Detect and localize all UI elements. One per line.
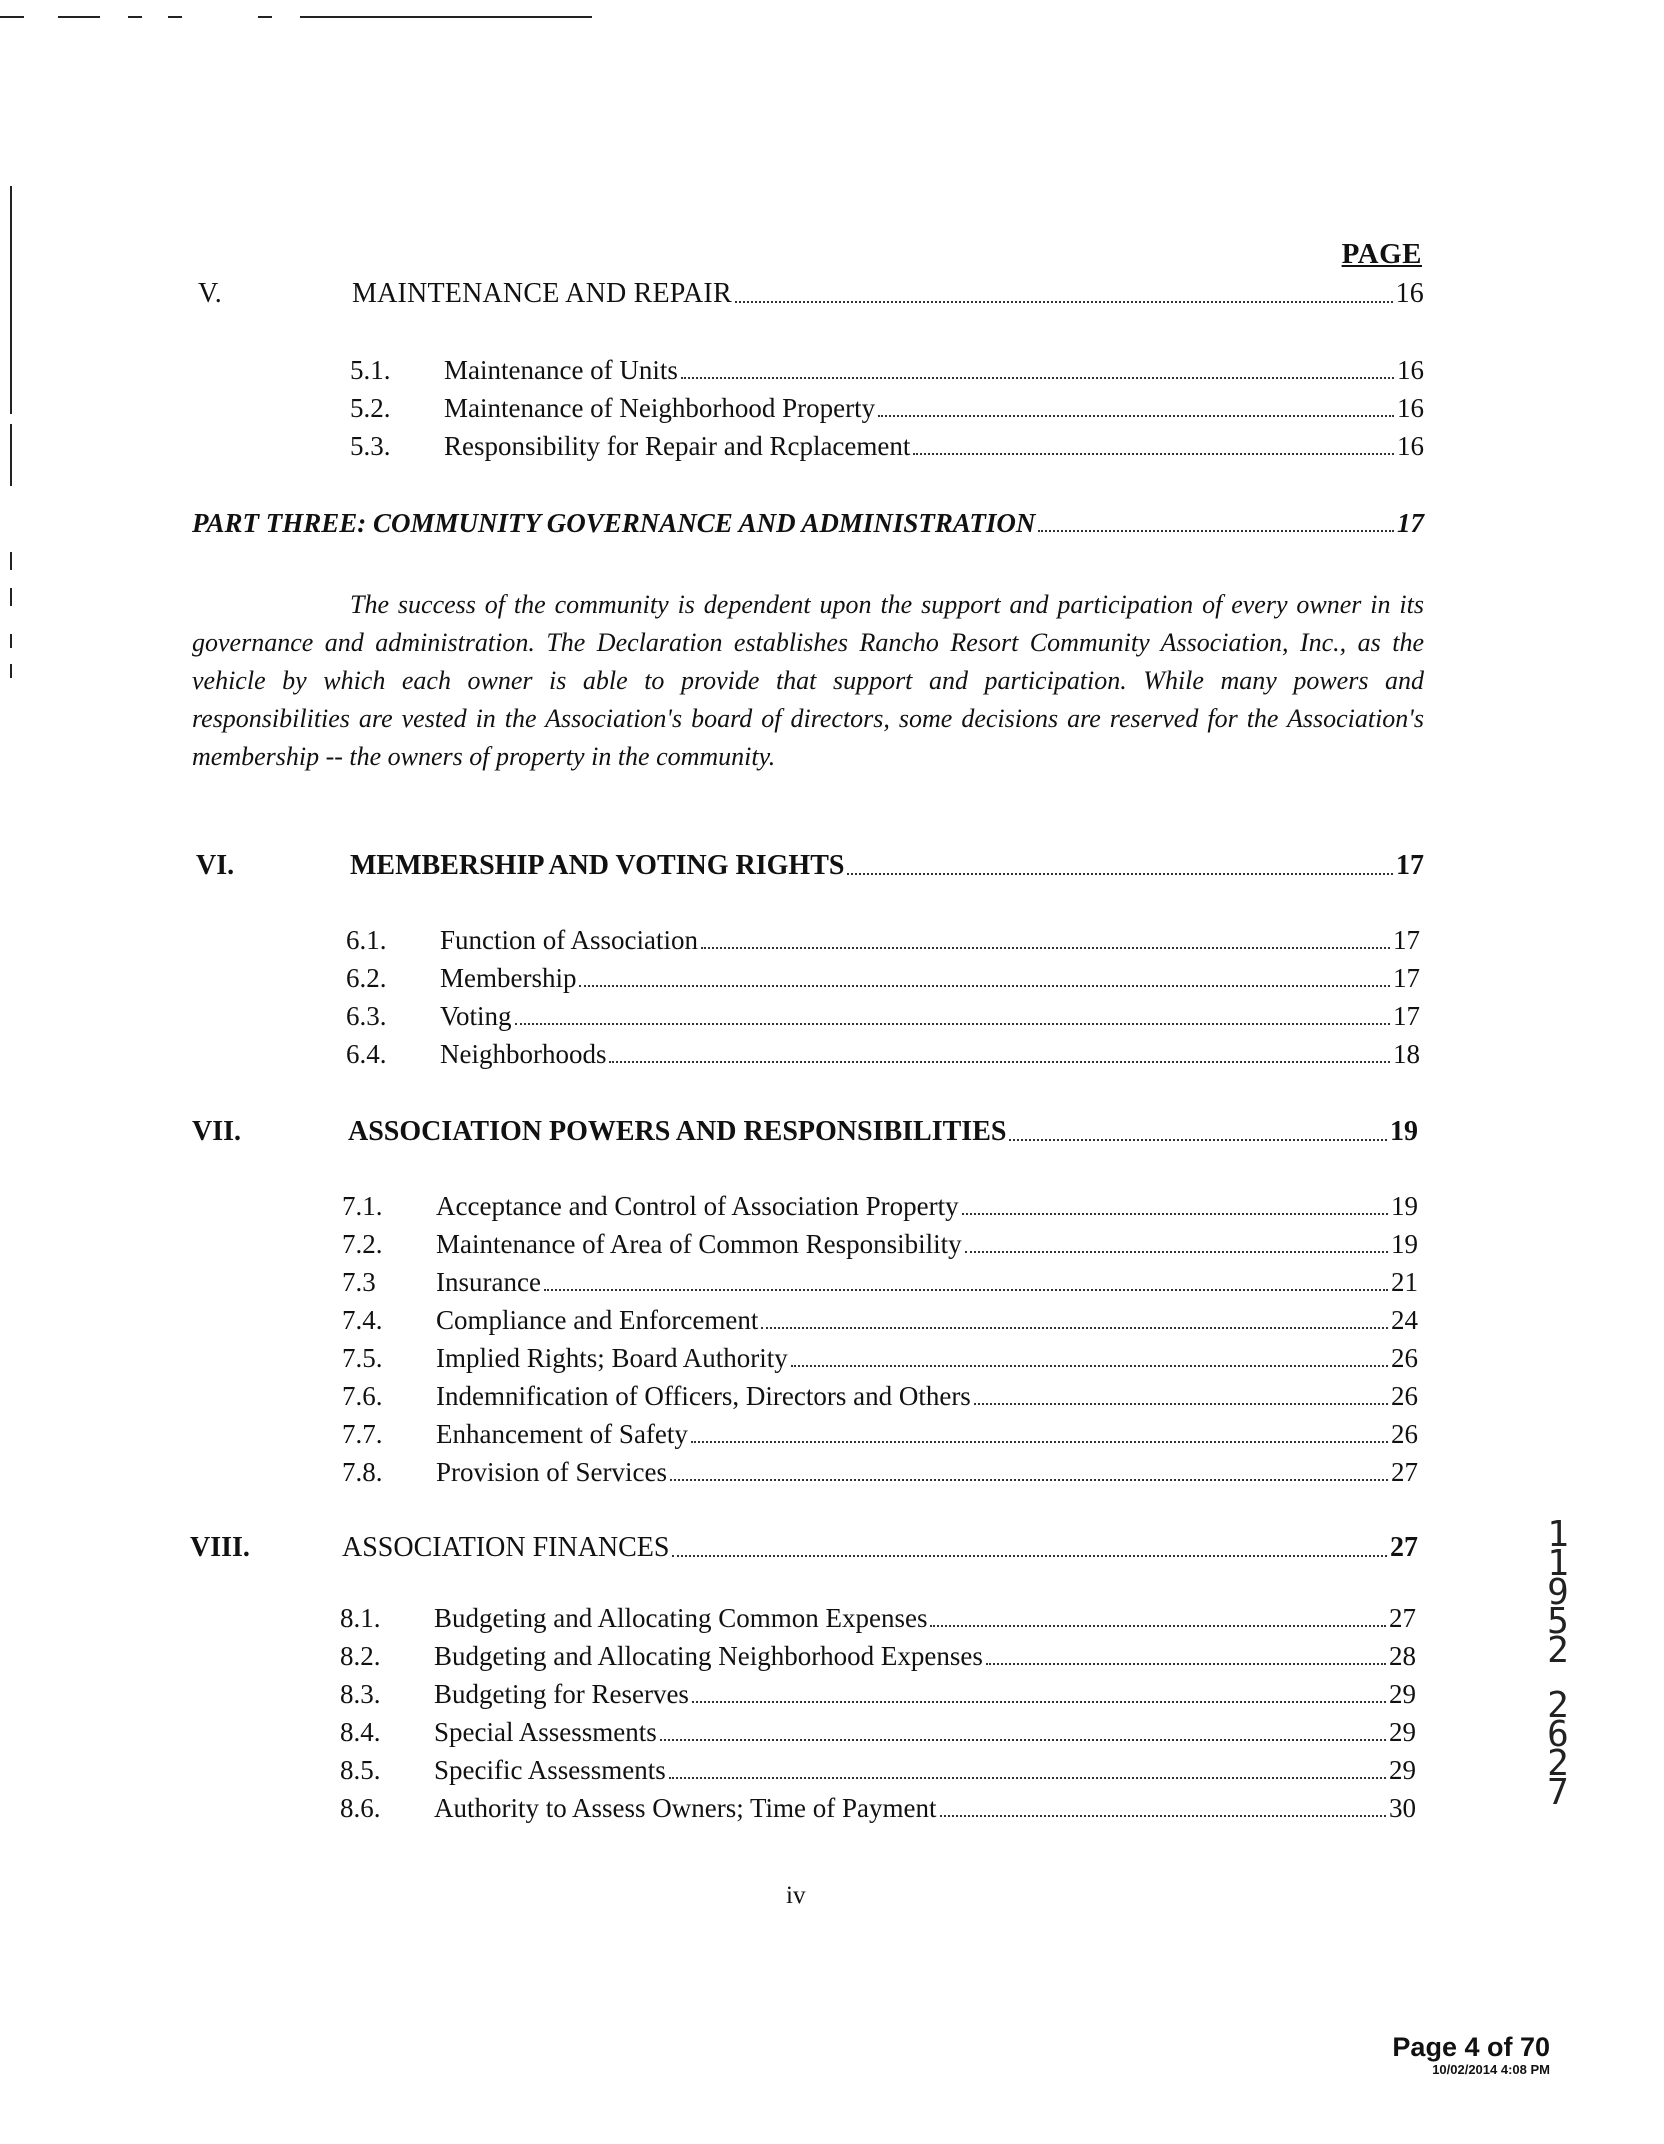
dot-leader xyxy=(691,1441,1388,1443)
section-page-number: 29 xyxy=(1389,1755,1416,1785)
dot-leader xyxy=(974,1403,1388,1405)
article-title: ASSOCIATION POWERS AND RESPONSIBILITIES xyxy=(348,1116,1007,1147)
toc-section xyxy=(342,1305,1418,1336)
toc-section xyxy=(346,963,1420,994)
dot-leader xyxy=(791,1365,1388,1367)
toc-section xyxy=(342,1381,1418,1412)
article-page-number: 16 xyxy=(1395,278,1424,309)
dot-leader xyxy=(544,1289,1388,1291)
scan-edge-rule xyxy=(258,16,272,18)
section-page-number: 18 xyxy=(1393,1039,1420,1069)
bates-digit: 2 xyxy=(1547,1685,1569,1726)
section-number: 7.2. xyxy=(342,1229,383,1259)
section-number: 7.8. xyxy=(342,1457,383,1487)
section-title: Enhancement of Safety xyxy=(436,1419,688,1449)
dot-leader xyxy=(940,1815,1386,1817)
section-number: 8.3. xyxy=(340,1679,381,1709)
toc-section xyxy=(350,393,1424,424)
article-title: ASSOCIATION FINANCES xyxy=(342,1532,670,1563)
section-number: 7.3 xyxy=(342,1267,376,1297)
section-page-number: 27 xyxy=(1391,1457,1418,1487)
toc-section xyxy=(340,1603,1416,1634)
bates-digit: 2 xyxy=(1547,1743,1569,1784)
section-title: Compliance and Enforcement xyxy=(436,1305,759,1335)
section-number: 8.6. xyxy=(340,1793,381,1823)
toc-article-vi xyxy=(196,850,1424,882)
section-number: 8.4. xyxy=(340,1717,381,1747)
section-page-number: 29 xyxy=(1389,1717,1416,1747)
scan-edge-rule xyxy=(128,16,142,18)
dot-leader xyxy=(1038,530,1394,532)
section-page-number: 16 xyxy=(1397,355,1424,385)
section-page-number: 16 xyxy=(1397,431,1424,461)
section-title: Insurance xyxy=(436,1267,541,1297)
section-title: Neighborhoods xyxy=(440,1039,607,1069)
section-page-number: 28 xyxy=(1389,1641,1416,1671)
dot-leader xyxy=(962,1213,1388,1215)
dot-leader xyxy=(735,301,1393,303)
toc-section xyxy=(342,1267,1418,1298)
page-folio: iv xyxy=(786,1882,806,1909)
toc-section xyxy=(350,355,1424,386)
footer-page-count: Page 4 of 70 xyxy=(1392,2032,1550,2062)
section-title: Budgeting for Reserves xyxy=(434,1679,689,1709)
section-title: Maintenance of Area of Common Responsibility xyxy=(436,1229,962,1259)
section-title: Function of Association xyxy=(440,925,698,955)
toc-article-viii xyxy=(190,1532,1418,1564)
section-page-number: 29 xyxy=(1389,1679,1416,1709)
section-page-number: 26 xyxy=(1391,1419,1418,1449)
section-number: 8.5. xyxy=(340,1755,381,1785)
bates-digit: 2 xyxy=(1547,1630,1569,1671)
toc-article-vii xyxy=(192,1116,1418,1148)
section-title: Specific Assessments xyxy=(434,1755,666,1785)
section-number: 6.4. xyxy=(346,1039,387,1069)
dot-leader xyxy=(515,1023,1390,1025)
section-title: Membership xyxy=(440,963,577,993)
section-number: 6.2. xyxy=(346,963,387,993)
toc-section xyxy=(346,1001,1420,1032)
section-title: Maintenance of Neighborhood Property xyxy=(444,393,876,423)
toc-section xyxy=(346,1039,1420,1070)
section-title: Responsibility for Repair and Rcplacement xyxy=(444,431,911,461)
toc-section xyxy=(342,1457,1418,1488)
dot-leader xyxy=(761,1327,1388,1329)
section-title: Voting xyxy=(440,1001,512,1031)
article-page-number: 19 xyxy=(1390,1116,1418,1147)
scan-edge-rule xyxy=(0,16,24,18)
dot-leader xyxy=(930,1625,1386,1627)
section-number: 7.5. xyxy=(342,1343,383,1373)
section-page-number: 26 xyxy=(1391,1343,1418,1373)
toc-section xyxy=(346,925,1420,956)
toc-section xyxy=(350,431,1424,462)
section-page-number: 17 xyxy=(1393,963,1420,993)
dot-leader xyxy=(669,1777,1386,1779)
article-page-number: 27 xyxy=(1390,1532,1418,1563)
dot-leader xyxy=(701,947,1390,949)
toc-section xyxy=(342,1229,1418,1260)
toc-section xyxy=(340,1679,1416,1710)
article-number: VI. xyxy=(196,850,235,881)
toc-article-v xyxy=(198,278,1424,310)
dot-leader xyxy=(670,1479,1388,1481)
article-title: MEMBERSHIP AND VOTING RIGHTS xyxy=(350,850,845,881)
scan-margin-bar xyxy=(10,186,12,414)
article-number: VII. xyxy=(192,1116,242,1147)
bates-number xyxy=(1540,1514,1576,1813)
section-page-number: 30 xyxy=(1389,1793,1416,1823)
dot-leader xyxy=(878,415,1394,417)
section-title: Acceptance and Control of Association Property xyxy=(436,1191,959,1221)
toc-section xyxy=(342,1419,1418,1450)
section-number: 7.1. xyxy=(342,1191,383,1221)
article-title: MAINTENANCE AND REPAIR xyxy=(352,278,732,309)
section-title: Authority to Assess Owners; Time of Payment xyxy=(434,1793,937,1823)
toc-section xyxy=(342,1191,1418,1222)
toc-section xyxy=(340,1793,1416,1824)
dot-leader xyxy=(579,985,1390,987)
section-page-number: 26 xyxy=(1391,1381,1418,1411)
section-number: 7.7. xyxy=(342,1419,383,1449)
bates-digit: 1 xyxy=(1547,1514,1569,1555)
scan-edge-rule xyxy=(168,16,182,18)
section-page-number: 16 xyxy=(1397,393,1424,423)
page-column-heading: PAGE xyxy=(1341,238,1422,270)
dot-leader xyxy=(681,377,1394,379)
scan-margin-bar xyxy=(10,664,12,678)
dot-leader xyxy=(609,1061,1390,1063)
scan-margin-bar xyxy=(10,588,12,606)
section-title: Indemnification of Officers, Directors and Others xyxy=(436,1381,971,1411)
section-page-number: 17 xyxy=(1393,925,1420,955)
bates-digit: 1 xyxy=(1547,1543,1569,1584)
section-title: Budgeting and Allocating Neighborhood Expenses xyxy=(434,1641,983,1671)
section-number: 5.3. xyxy=(350,431,391,461)
section-number: 8.2. xyxy=(340,1641,381,1671)
section-title: Provision of Services xyxy=(436,1457,667,1487)
section-number: 6.1. xyxy=(346,925,387,955)
scan-margin-bar xyxy=(10,634,12,648)
section-page-number: 17 xyxy=(1393,1001,1420,1031)
bates-digit: 5 xyxy=(1547,1601,1569,1642)
section-title: Budgeting and Allocating Common Expenses xyxy=(434,1603,928,1633)
dot-leader xyxy=(1009,1139,1387,1141)
part-three-intro: The success of the community is dependent upon the support and participation of every owner in its governance and administration. The Declaration establishes Rancho Resort Community Association, Inc., as the vehicle by which each owner is able to provide that support and participation. While many powers and responsibilities are vested in the Association's board of directors, some decisions are reserved for the Association's membership -- the owners of property in the community. xyxy=(192,590,1424,771)
toc-part-three xyxy=(192,508,1424,539)
part-title: PART THREE: COMMUNITY GOVERNANCE AND ADMINISTRATION xyxy=(192,508,1036,538)
dot-leader xyxy=(672,1555,1387,1557)
toc-section xyxy=(340,1717,1416,1748)
dot-leader xyxy=(965,1251,1388,1253)
dot-leader xyxy=(986,1663,1386,1665)
section-page-number: 21 xyxy=(1391,1267,1418,1297)
dot-leader xyxy=(692,1701,1386,1703)
section-title: Special Assessments xyxy=(434,1717,657,1747)
article-page-number: 17 xyxy=(1396,850,1424,881)
section-number: 5.1. xyxy=(350,355,391,385)
toc-section xyxy=(342,1343,1418,1374)
section-title: Maintenance of Units xyxy=(444,355,678,385)
section-number: 7.6. xyxy=(342,1381,383,1411)
section-number: 8.1. xyxy=(340,1603,381,1633)
section-page-number: 24 xyxy=(1391,1305,1418,1335)
part-page-number: 17 xyxy=(1397,508,1424,538)
toc-section xyxy=(340,1755,1416,1786)
article-number: VIII. xyxy=(190,1532,250,1563)
section-number: 6.3. xyxy=(346,1001,387,1031)
article-number: V. xyxy=(198,278,223,309)
scan-edge-rule xyxy=(300,16,592,18)
scan-edge-rule xyxy=(58,16,100,18)
footer-timestamp: 10/02/2014 4:08 PM xyxy=(1432,2062,1550,2077)
bates-digit: 9 xyxy=(1547,1572,1569,1613)
section-page-number: 19 xyxy=(1391,1191,1418,1221)
section-page-number: 19 xyxy=(1391,1229,1418,1259)
scan-margin-bar xyxy=(10,552,12,570)
dot-leader xyxy=(847,873,1393,875)
toc-section xyxy=(340,1641,1416,1672)
dot-leader xyxy=(660,1739,1386,1741)
section-number: 5.2. xyxy=(350,393,391,423)
bates-digit: 7 xyxy=(1547,1772,1569,1813)
bates-digit: 6 xyxy=(1547,1714,1569,1755)
dot-leader xyxy=(913,453,1394,455)
section-page-number: 27 xyxy=(1389,1603,1416,1633)
section-title: Implied Rights; Board Authority xyxy=(436,1343,788,1373)
section-number: 7.4. xyxy=(342,1305,383,1335)
scan-margin-bar xyxy=(10,424,12,486)
